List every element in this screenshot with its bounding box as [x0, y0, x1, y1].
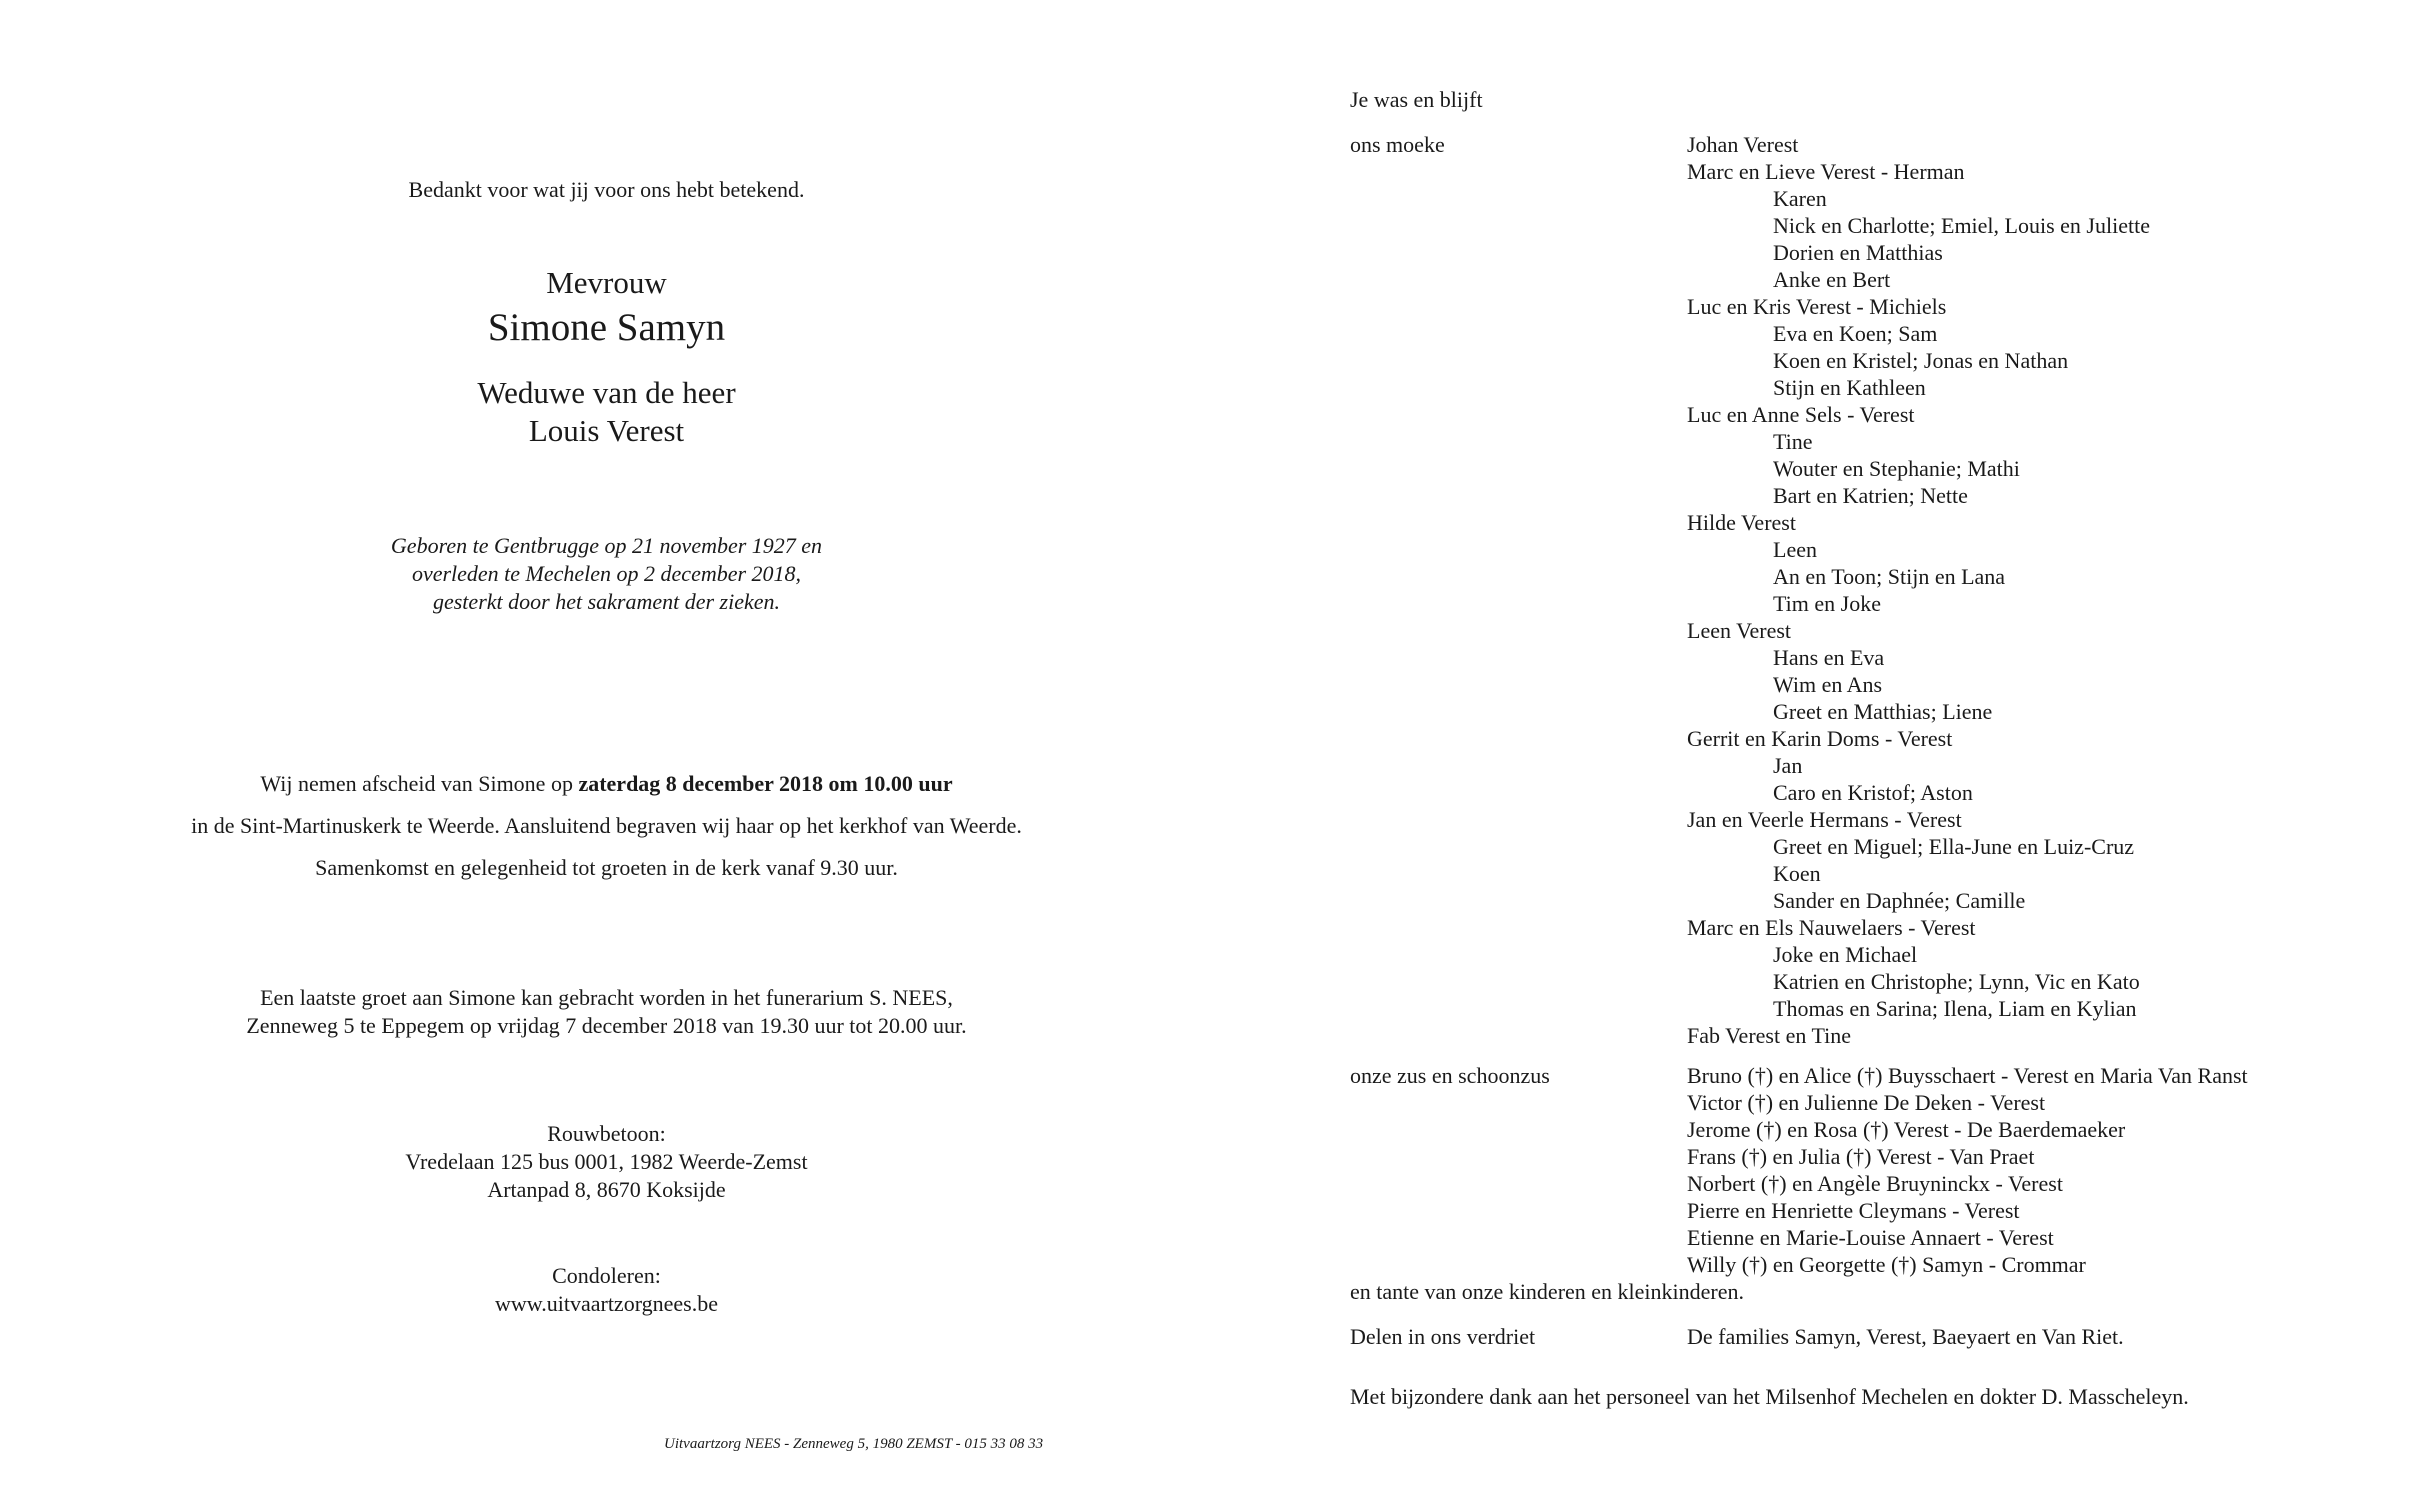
- visit-line-1: Een laatste groet aan Simone kan gebracht worden in het funerarium S. NEES,: [260, 985, 953, 1010]
- grandchild-name: Hans en Eva: [1773, 645, 1885, 670]
- sibling-name: Jerome (†) en Rosa (†) Verest - De Baerdemaeker: [1687, 1117, 2126, 1142]
- mourning-address-2: Artanpad 8, 8670 Koksijde: [487, 1177, 726, 1202]
- grief-label: Delen in ons verdriet: [1350, 1324, 1536, 1349]
- mother-label: ons moeke: [1350, 132, 1445, 157]
- grandchild-name: Koen en Kristel; Jonas en Nathan: [1773, 348, 2069, 373]
- aunt-line: en tante van onze kinderen en kleinkinderen.: [1350, 1279, 1745, 1304]
- child-name: Luc en Kris Verest - Michiels: [1687, 294, 1947, 319]
- grandchild-name: An en Toon; Stijn en Lana: [1773, 564, 2006, 589]
- child-name: Jan en Veerle Hermans - Verest: [1687, 807, 1962, 832]
- grandchild-name: Tim en Joke: [1773, 591, 1881, 616]
- grandchild-name: Nick en Charlotte; Emiel, Louis en Juliette: [1773, 213, 2150, 238]
- birth-line-2: overleden te Mechelen op 2 december 2018,: [411, 561, 802, 586]
- sibling-name: Norbert (†) en Angèle Bruyninckx - Verest: [1687, 1171, 2063, 1196]
- grandchild-name: Joke en Michael: [1773, 942, 1918, 967]
- grandchild-name: Wim en Ans: [1773, 672, 1883, 697]
- sibling-name: Willy (†) en Georgette (†) Samyn - Crommar: [1687, 1252, 2086, 1277]
- grandchild-name: Koen: [1773, 861, 1821, 886]
- grandchild-name: Leen: [1773, 537, 1817, 562]
- birth-line-1: Geboren te Gentbrugge op 21 november 1927 en: [390, 533, 823, 558]
- grandchild-name: Wouter en Stephanie; Mathi: [1773, 456, 2020, 481]
- gathering-line: Samenkomst en gelegenheid tot groeten in de kerk vanaf 9.30 uur.: [315, 855, 898, 880]
- grandchild-name: Jan: [1773, 753, 1803, 778]
- child-name: Hilde Verest: [1687, 510, 1796, 535]
- sibling-name: Etienne en Marie-Louise Annaert - Verest: [1687, 1225, 2054, 1250]
- farewell-date: zaterdag 8 december 2018 om 10.00 uur: [578, 771, 953, 796]
- grandchild-name: Eva en Koen; Sam: [1773, 321, 1938, 346]
- condolence-url: www.uitvaartzorgnees.be: [495, 1291, 718, 1316]
- widow-line-2: Louis Verest: [528, 413, 685, 448]
- grandchild-name: Katrien en Christophe; Lynn, Vic en Kato: [1773, 969, 2140, 994]
- grandchild-name: Tine: [1773, 429, 1813, 454]
- grandchild-name: Anke en Bert: [1773, 267, 1891, 292]
- condolence-title: Condoleren:: [552, 1263, 661, 1288]
- grandchild-name: Greet en Miguel; Ella-June en Luiz-Cruz: [1773, 834, 2135, 859]
- grandchild-name: Karen: [1773, 186, 1827, 211]
- grandchild-name: Thomas en Sarina; Ilena, Liam en Kylian: [1773, 996, 2137, 1021]
- church-line: in de Sint-Martinuskerk te Weerde. Aansluitend begraven wij haar op het kerkhof van Weerde.: [191, 813, 1022, 838]
- child-name: Johan Verest: [1687, 132, 1799, 157]
- visit-line-2: Zenneweg 5 te Eppegem op vrijdag 7 december 2018 van 19.30 uur tot 20.00 uur.: [246, 1013, 967, 1038]
- right-page: [1213, 0, 2427, 1509]
- staff-thanks: Met bijzondere dank aan het personeel van het Milsenhof Mechelen en dokter D. Masscheleyn.: [1350, 1384, 2189, 1409]
- footer-imprint: Uitvaartzorg NEES - Zenneweg 5, 1980 ZEMST - 015 33 08 33: [664, 1436, 1044, 1452]
- left-page: [0, 0, 1213, 1509]
- grandchild-name: Bart en Katrien; Nette: [1773, 483, 1968, 508]
- child-name: Marc en Lieve Verest - Herman: [1687, 159, 1965, 184]
- sibling-name: Pierre en Henriette Cleymans - Verest: [1687, 1198, 2020, 1223]
- grandchild-name: Stijn en Kathleen: [1773, 375, 1926, 400]
- child-name: Fab Verest en Tine: [1687, 1023, 1851, 1048]
- sibling-name: Victor (†) en Julienne De Deken - Verest: [1687, 1090, 2046, 1115]
- grandchild-name: Dorien en Matthias: [1773, 240, 1943, 265]
- farewell-prefix: Wij nemen afscheid van Simone op: [260, 771, 573, 796]
- deceased-name: Simone Samyn: [487, 306, 726, 349]
- birth-line-3: gesterkt door het sakrament der zieken.: [432, 589, 781, 614]
- child-name: Leen Verest: [1687, 618, 1792, 643]
- widow-line-1: Weduwe van de heer: [477, 375, 736, 410]
- sibling-name: Frans (†) en Julia (†) Verest - Van Praet: [1687, 1144, 2035, 1169]
- sister-label: onze zus en schoonzus: [1350, 1063, 1550, 1088]
- mourning-address-1: Vredelaan 125 bus 0001, 1982 Weerde-Zemst: [405, 1149, 808, 1174]
- farewell-line: [0, 770, 1213, 798]
- grandchild-name: Greet en Matthias; Liene: [1773, 699, 1993, 724]
- child-name: Marc en Els Nauwelaers - Verest: [1687, 915, 1976, 940]
- grandchild-name: Sander en Daphnée; Camille: [1773, 888, 2026, 913]
- mourning-title: Rouwbetoon:: [547, 1121, 666, 1146]
- child-name: Gerrit en Karin Doms - Verest: [1687, 726, 1953, 751]
- grandchild-name: Caro en Kristof; Aston: [1773, 780, 1973, 805]
- thanks-line: Bedankt voor wat jij voor ons hebt betekend.: [408, 177, 805, 202]
- salutation: Mevrouw: [546, 265, 667, 300]
- sibling-name: Bruno (†) en Alice (†) Buysschaert - Verest en Maria Van Ranst: [1687, 1063, 2248, 1088]
- child-name: Luc en Anne Sels - Verest: [1687, 402, 1915, 427]
- intro-text: Je was en blijft: [1350, 87, 1483, 112]
- grief-families: De families Samyn, Verest, Baeyaert en Van Riet.: [1687, 1324, 2124, 1349]
